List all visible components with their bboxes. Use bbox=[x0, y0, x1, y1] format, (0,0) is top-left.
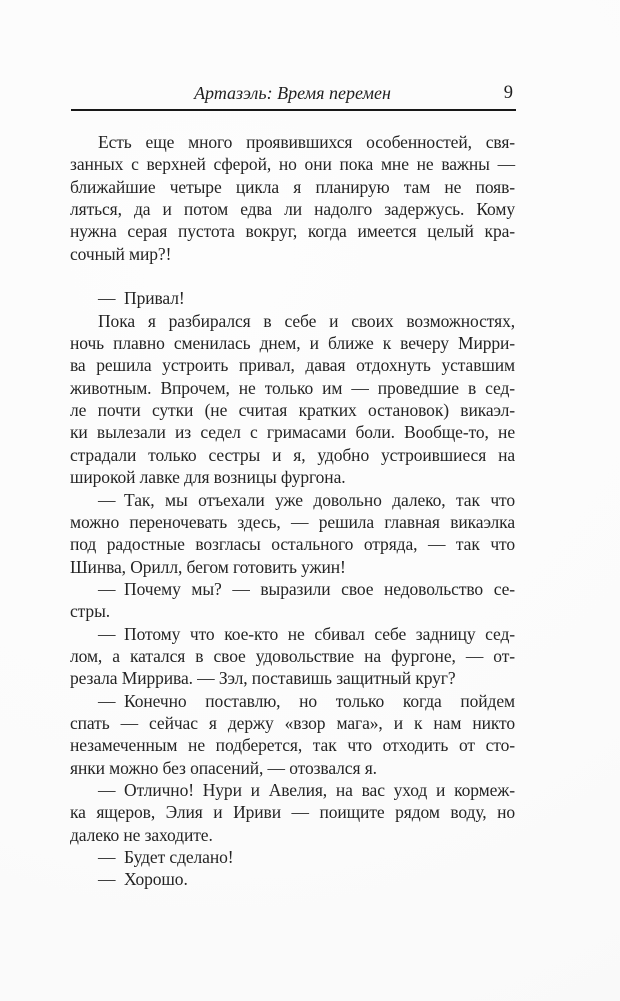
text-line: ле почти сутки (не считая кратких остановок) викаэл- bbox=[70, 400, 515, 421]
paragraph bbox=[70, 846, 515, 868]
paragraph bbox=[70, 623, 515, 690]
paragraph bbox=[70, 868, 515, 890]
text-line: Есть еще много проявившихся особенностей, свя- bbox=[98, 132, 515, 152]
text-line: сочный мир?! bbox=[70, 243, 172, 264]
text-line: незамеченным не подберется, так что отходить от сто- bbox=[70, 735, 515, 756]
text-line: — Потому что кое-кто не сбивал себе задницу сед- bbox=[98, 623, 515, 644]
text-line: ки вылезали из седел с гримасами боли. Вообще-то, не bbox=[70, 422, 515, 443]
text-line: ка ящеров, Элия и Ириви — поищите рядом воду, но bbox=[70, 802, 515, 823]
text-line: ближайшие четыре цикла я планирую там не появ- bbox=[70, 176, 515, 197]
text-line: — Отлично! Нури и Авелия, на вас уход и кормеж- bbox=[98, 779, 515, 800]
header-rule bbox=[71, 109, 516, 111]
text-line: резала Миррива. — Зэл, поставишь защитный круг? bbox=[70, 668, 456, 689]
text-line: — Привал! bbox=[98, 288, 185, 309]
text-line: — Конечно поставлю, но только когда пойдем bbox=[98, 690, 515, 711]
text-line: спать — сейчас я держу «взор мага», и к нам никто bbox=[70, 712, 515, 733]
text-line: можно переночевать здесь, — решила главная викаэлка bbox=[70, 511, 515, 532]
text-line: нужна серая пустота вокруг, когда имеется целый кра- bbox=[70, 221, 515, 242]
text-line: лом, а катался в свое удовольствие на фургоне, — от- bbox=[70, 645, 515, 666]
text-line: животным. Впрочем, не только им — проведшие в сед- bbox=[70, 377, 515, 398]
text-line: — Почему мы? — выразили свое недовольство се- bbox=[98, 578, 515, 599]
text-line: — Хорошо. bbox=[98, 869, 188, 890]
text-line: — Будет сделано! bbox=[98, 847, 234, 867]
running-header-title: Артазэль: Время перемен bbox=[194, 83, 391, 103]
paragraph bbox=[70, 310, 515, 489]
page-number: 9 bbox=[503, 83, 513, 103]
paragraph bbox=[70, 489, 515, 578]
text-line: страдали только сестры и я, удобно устроившиеся на bbox=[70, 444, 515, 465]
text-line: стры. bbox=[70, 601, 111, 622]
text-line: Шинва, Орилл, бегом готовить ужин! bbox=[70, 556, 346, 577]
text-line: занных с верхней сферой, но они пока мне не важны — bbox=[70, 154, 515, 175]
running-header bbox=[70, 83, 515, 104]
paragraph bbox=[70, 779, 515, 846]
text-line: ночь плавно сменилась днем, и ближе к вечеру Мирри- bbox=[70, 333, 515, 354]
text-line: широкой лавке для возницы фургона. bbox=[70, 467, 346, 488]
text-line: далеко не заходите. bbox=[70, 824, 213, 845]
paragraph bbox=[70, 131, 515, 265]
text-line: ляться, да и потом едва ли надолго задержусь. Кому bbox=[70, 199, 515, 220]
page-body bbox=[70, 131, 515, 891]
text-line: под радостные возгласы остального отряда, — так что bbox=[70, 534, 515, 555]
text-line: Пока я разбирался в себе и своих возможностях, bbox=[98, 310, 515, 331]
paragraph bbox=[70, 690, 515, 779]
text-line: янки можно без опасений, — отозвался я. bbox=[70, 757, 377, 778]
text-line: ва решила устроить привал, давая отдохнуть уставшим bbox=[70, 355, 515, 376]
paragraph bbox=[70, 578, 515, 623]
paragraph bbox=[70, 287, 515, 309]
text-line: — Так, мы отъехали уже довольно далеко, так что bbox=[98, 489, 515, 510]
